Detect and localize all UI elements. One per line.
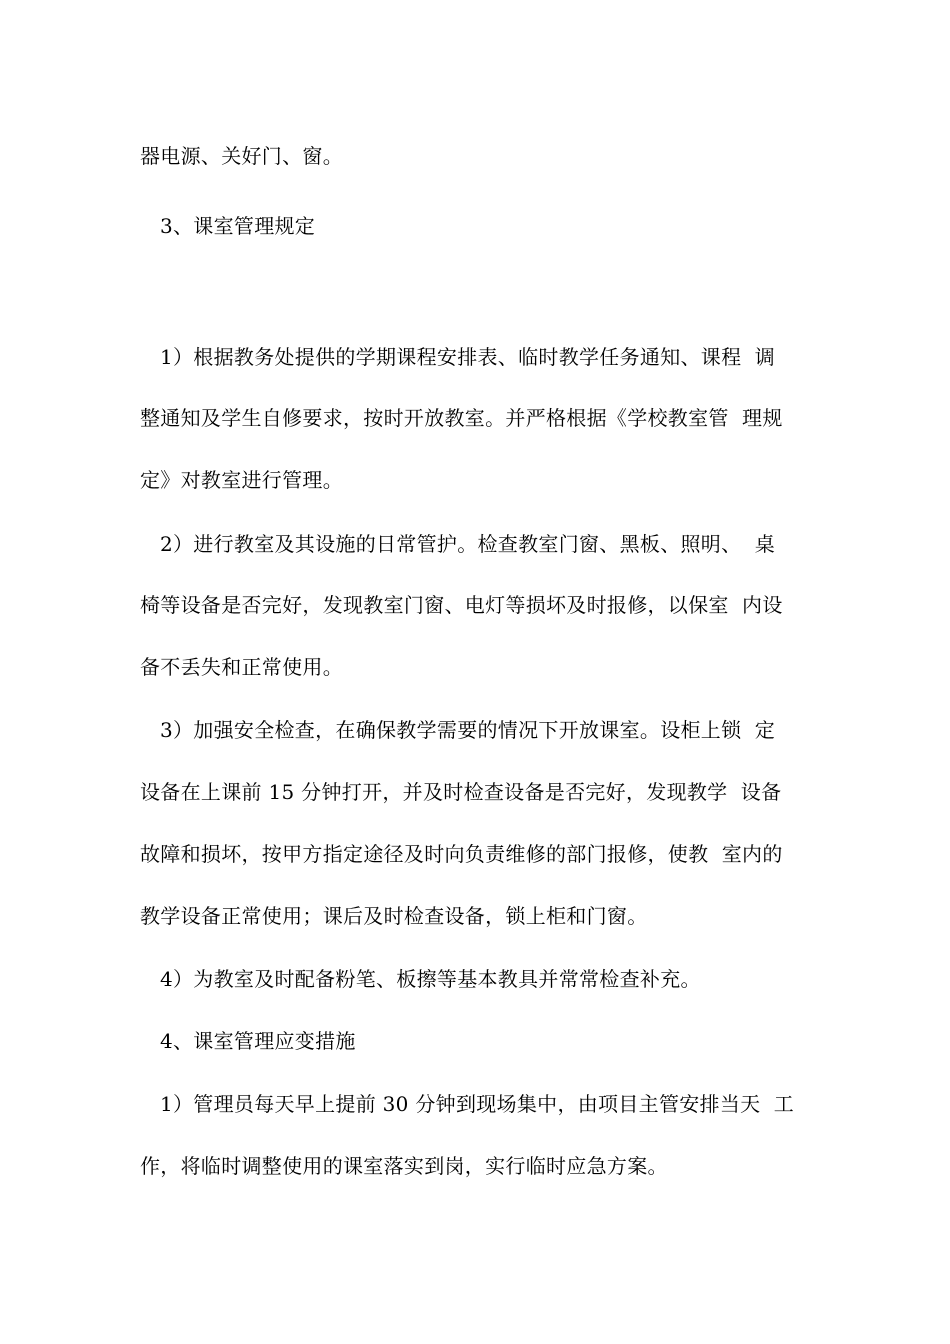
text-line: 器电源、关好门、窗。 [140,144,343,168]
text-line: 备不丢失和正常使用。 [140,655,343,679]
text-line: 1）管理员每天早上提前 30 分钟到现场集中，由项目主管安排当天 工 [140,1092,795,1116]
text-line: 故障和损坏，按甲方指定途径及时向负责维修的部门报修，使教 室内的 [140,842,783,866]
text-line: 椅等设备是否完好，发现教室门窗、电灯等损坏及时报修，以保室 内设 [140,593,783,617]
text-line: 设备在上课前 15 分钟打开，并及时检查设备是否完好，发现教学 设备 [140,780,782,804]
text-line: 教学设备正常使用；课后及时检查设备，锁上柜和门窗。 [140,904,648,928]
text-line: 1）根据教务处提供的学期课程安排表、临时教学任务通知、课程 调 [140,345,776,369]
section-heading: 3、课室管理规定 [140,214,316,238]
text-line: 3）加强安全检查，在确保教学需要的情况下开放课室。设柜上锁 定 [140,718,776,742]
text-line: 2）进行教室及其设施的日常管护。检查教室门窗、黑板、照明、 桌 [140,532,776,556]
text-line: 定》对教室进行管理。 [140,468,343,492]
section-heading: 4、课室管理应变措施 [140,1029,356,1053]
text-line: 作，将临时调整使用的课室落实到岗，实行临时应急方案。 [140,1154,668,1178]
text-line: 整通知及学生自修要求，按时开放教室。并严格根据《学校教室管 理规 [140,406,783,430]
text-line: 4）为教室及时配备粉笔、板擦等基本教具并常常检查补充。 [140,967,701,991]
